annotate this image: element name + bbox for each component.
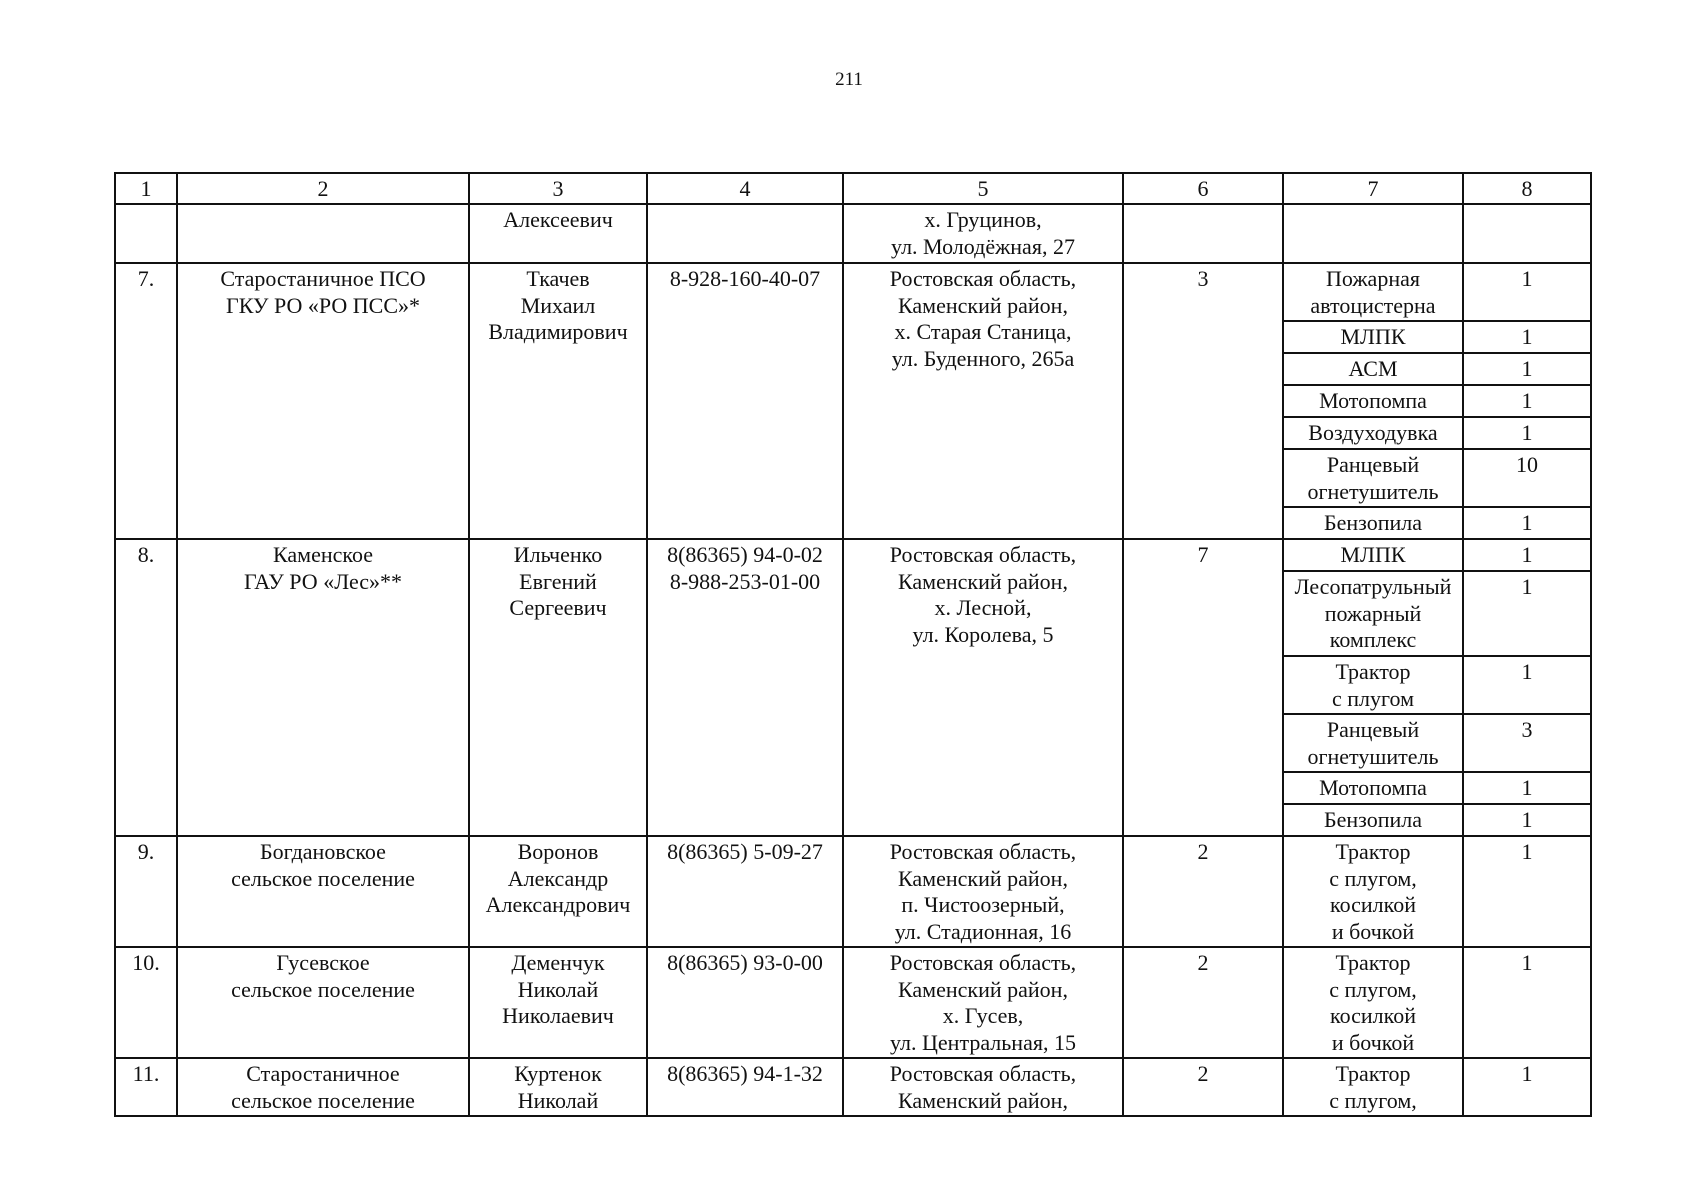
num-cell: 11. (115, 1058, 177, 1116)
phone-cell: 8(86365) 94-0-02 8-988-253-01-00 (647, 539, 843, 836)
quantity-cell: 1 (1463, 507, 1591, 539)
table-row (115, 836, 1591, 947)
address-cell: Ростовская область, Каменский район, х. Старая Станица, ул. Буденного, 265а (843, 263, 1123, 539)
staff-cell: 2 (1123, 836, 1283, 947)
table-row (115, 1058, 1591, 1116)
equipment-cell: Трактор с плугом (1283, 656, 1463, 714)
quantity-cell: 1 (1463, 772, 1591, 804)
num-cell: 8. (115, 539, 177, 836)
staff-cell: 2 (1123, 947, 1283, 1058)
person-cell: Воронов Александр Александрович (469, 836, 647, 947)
resources-table (114, 172, 1592, 1117)
equipment-cell: Бензопила (1283, 804, 1463, 836)
address-cell: х. Груцинов, ул. Молодёжная, 27 (843, 204, 1123, 263)
address-cell: Ростовская область, Каменский район, х. Гусев, ул. Центральная, 15 (843, 947, 1123, 1058)
header-cell: 2 (177, 173, 469, 204)
header-cell: 1 (115, 173, 177, 204)
staff-cell (1123, 204, 1283, 263)
quantity-cell: 1 (1463, 321, 1591, 353)
num-cell (115, 204, 177, 263)
quantity-cell (1463, 204, 1591, 263)
num-cell: 10. (115, 947, 177, 1058)
equipment-cell: Мотопомпа (1283, 772, 1463, 804)
table-row (115, 263, 1591, 321)
equipment-cell: Воздуходувка (1283, 417, 1463, 449)
address-cell: Ростовская область, Каменский район, п. Чистоозерный, ул. Стадионная, 16 (843, 836, 1123, 947)
header-cell: 4 (647, 173, 843, 204)
quantity-cell: 3 (1463, 714, 1591, 772)
table-row (115, 947, 1591, 1058)
equipment-cell: Мотопомпа (1283, 385, 1463, 417)
quantity-cell: 1 (1463, 539, 1591, 571)
continuation-row (115, 204, 1591, 263)
organization-cell: Гусевское сельское поселение (177, 947, 469, 1058)
quantity-cell: 1 (1463, 385, 1591, 417)
organization-cell: Богдановское сельское поселение (177, 836, 469, 947)
quantity-cell: 1 (1463, 836, 1591, 947)
equipment-cell: МЛПК (1283, 539, 1463, 571)
organization-cell: Старостаничное ПСО ГКУ РО «РО ПСС»* (177, 263, 469, 539)
table-row (115, 539, 1591, 571)
equipment-cell: Бензопила (1283, 507, 1463, 539)
equipment-cell: МЛПК (1283, 321, 1463, 353)
quantity-cell: 1 (1463, 947, 1591, 1058)
staff-cell: 3 (1123, 263, 1283, 539)
quantity-cell: 1 (1463, 656, 1591, 714)
address-cell: Ростовская область, Каменский район, (843, 1058, 1123, 1116)
quantity-cell: 1 (1463, 353, 1591, 385)
person-cell: Куртенок Николай (469, 1058, 647, 1116)
equipment-cell: Пожарная автоцистерна (1283, 263, 1463, 321)
staff-cell: 7 (1123, 539, 1283, 836)
header-cell: 6 (1123, 173, 1283, 204)
quantity-cell: 1 (1463, 1058, 1591, 1116)
header-row (115, 173, 1591, 204)
person-cell: Ткачев Михаил Владимирович (469, 263, 647, 539)
equipment-cell: АСМ (1283, 353, 1463, 385)
organization-cell: Каменское ГАУ РО «Лес»** (177, 539, 469, 836)
person-cell: Деменчук Николай Николаевич (469, 947, 647, 1058)
address-cell: Ростовская область, Каменский район, х. Лесной, ул. Королева, 5 (843, 539, 1123, 836)
organization-cell (177, 204, 469, 263)
quantity-cell: 1 (1463, 417, 1591, 449)
phone-cell: 8(86365) 94-1-32 (647, 1058, 843, 1116)
equipment-cell: Ранцевый огнетушитель (1283, 714, 1463, 772)
person-cell: Ильченко Евгений Сергеевич (469, 539, 647, 836)
equipment-cell: Трактор с плугом, косилкой и бочкой (1283, 836, 1463, 947)
equipment-cell: Лесопатрульный пожарный комплекс (1283, 571, 1463, 656)
phone-cell: 8-928-160-40-07 (647, 263, 843, 539)
phone-cell (647, 204, 843, 263)
num-cell: 7. (115, 263, 177, 539)
page-number: 211 (835, 69, 863, 90)
equipment-cell: Ранцевый огнетушитель (1283, 449, 1463, 507)
equipment-cell (1283, 204, 1463, 263)
equipment-cell: Трактор с плугом, косилкой и бочкой (1283, 947, 1463, 1058)
header-cell: 7 (1283, 173, 1463, 204)
quantity-cell: 1 (1463, 263, 1591, 321)
header-cell: 5 (843, 173, 1123, 204)
quantity-cell: 10 (1463, 449, 1591, 507)
header-cell: 3 (469, 173, 647, 204)
phone-cell: 8(86365) 5-09-27 (647, 836, 843, 947)
quantity-cell: 1 (1463, 804, 1591, 836)
quantity-cell: 1 (1463, 571, 1591, 656)
equipment-cell: Трактор с плугом, (1283, 1058, 1463, 1116)
staff-cell: 2 (1123, 1058, 1283, 1116)
person-cell: Алексеевич (469, 204, 647, 263)
num-cell: 9. (115, 836, 177, 947)
organization-cell: Старостаничное сельское поселение (177, 1058, 469, 1116)
phone-cell: 8(86365) 93-0-00 (647, 947, 843, 1058)
header-cell: 8 (1463, 173, 1591, 204)
